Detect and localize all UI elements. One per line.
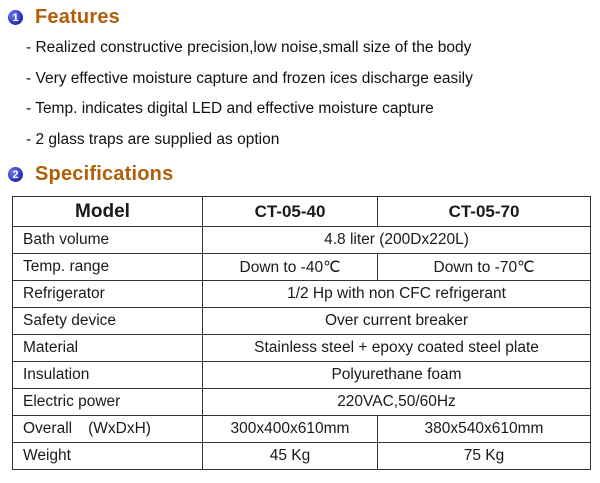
- feature-item: - Temp. indicates digital LED and effective moisture capture: [26, 100, 434, 117]
- row-label: Refrigerator: [13, 281, 203, 308]
- row-value: 220VAC,50/60Hz: [203, 389, 591, 416]
- row-value: 300x400x610mm: [203, 416, 378, 443]
- row-label-text: Overall: [23, 420, 73, 437]
- features-list: [26, 37, 473, 159]
- feature-item: - Very effective moisture capture and frozen ices discharge easily: [26, 69, 473, 87]
- table-row: [13, 416, 591, 443]
- specifications-title: Specifications: [35, 163, 174, 185]
- row-label: Material: [13, 335, 203, 362]
- row-value: 75 Kg: [378, 443, 591, 470]
- model-name-cell: CT-05-40: [203, 197, 378, 227]
- feature-item: - Realized constructive precision,low noise,small size of the body: [26, 39, 472, 56]
- model-name-cell: CT-05-70: [378, 197, 591, 227]
- table-row: [13, 308, 591, 335]
- row-value: 1/2 Hp with non CFC refrigerant: [203, 281, 591, 308]
- table-row: [13, 281, 591, 308]
- row-label: Temp. range: [13, 254, 203, 281]
- row-sublabel: (WxDxH): [88, 420, 151, 437]
- row-label: Electric power: [13, 389, 203, 416]
- table-row: [13, 254, 591, 281]
- feature-item: - 2 glass traps are supplied as option: [26, 130, 280, 148]
- specifications-table: [12, 196, 591, 470]
- row-value: 4.8 liter (200Dx220L): [203, 227, 591, 254]
- section-number-badge: 2: [8, 167, 23, 182]
- row-value: Stainless steel + epoxy coated steel plate: [203, 335, 591, 362]
- row-value: 380x540x610mm: [378, 416, 591, 443]
- features-heading: [8, 6, 120, 29]
- table-row: [13, 362, 591, 389]
- row-label: Weight: [13, 443, 203, 470]
- specifications-heading: [8, 163, 173, 186]
- row-value: Over current breaker: [203, 308, 591, 335]
- table-header-row: [13, 197, 591, 227]
- row-value: Down to -40℃: [203, 254, 378, 281]
- table-row: [13, 227, 591, 254]
- row-label: Safety device: [13, 308, 203, 335]
- row-value: Polyurethane foam: [203, 362, 591, 389]
- table-row: [13, 443, 591, 470]
- table-row: [13, 335, 591, 362]
- row-label: Insulation: [13, 362, 203, 389]
- table-row: [13, 389, 591, 416]
- model-header-cell: Model: [13, 197, 203, 227]
- row-value: 45 Kg: [203, 443, 378, 470]
- row-label: Bath volume: [13, 227, 203, 254]
- row-label: [13, 416, 203, 443]
- row-value: Down to -70℃: [378, 254, 591, 281]
- features-title: Features: [35, 6, 120, 28]
- section-number-badge: 1: [8, 10, 23, 25]
